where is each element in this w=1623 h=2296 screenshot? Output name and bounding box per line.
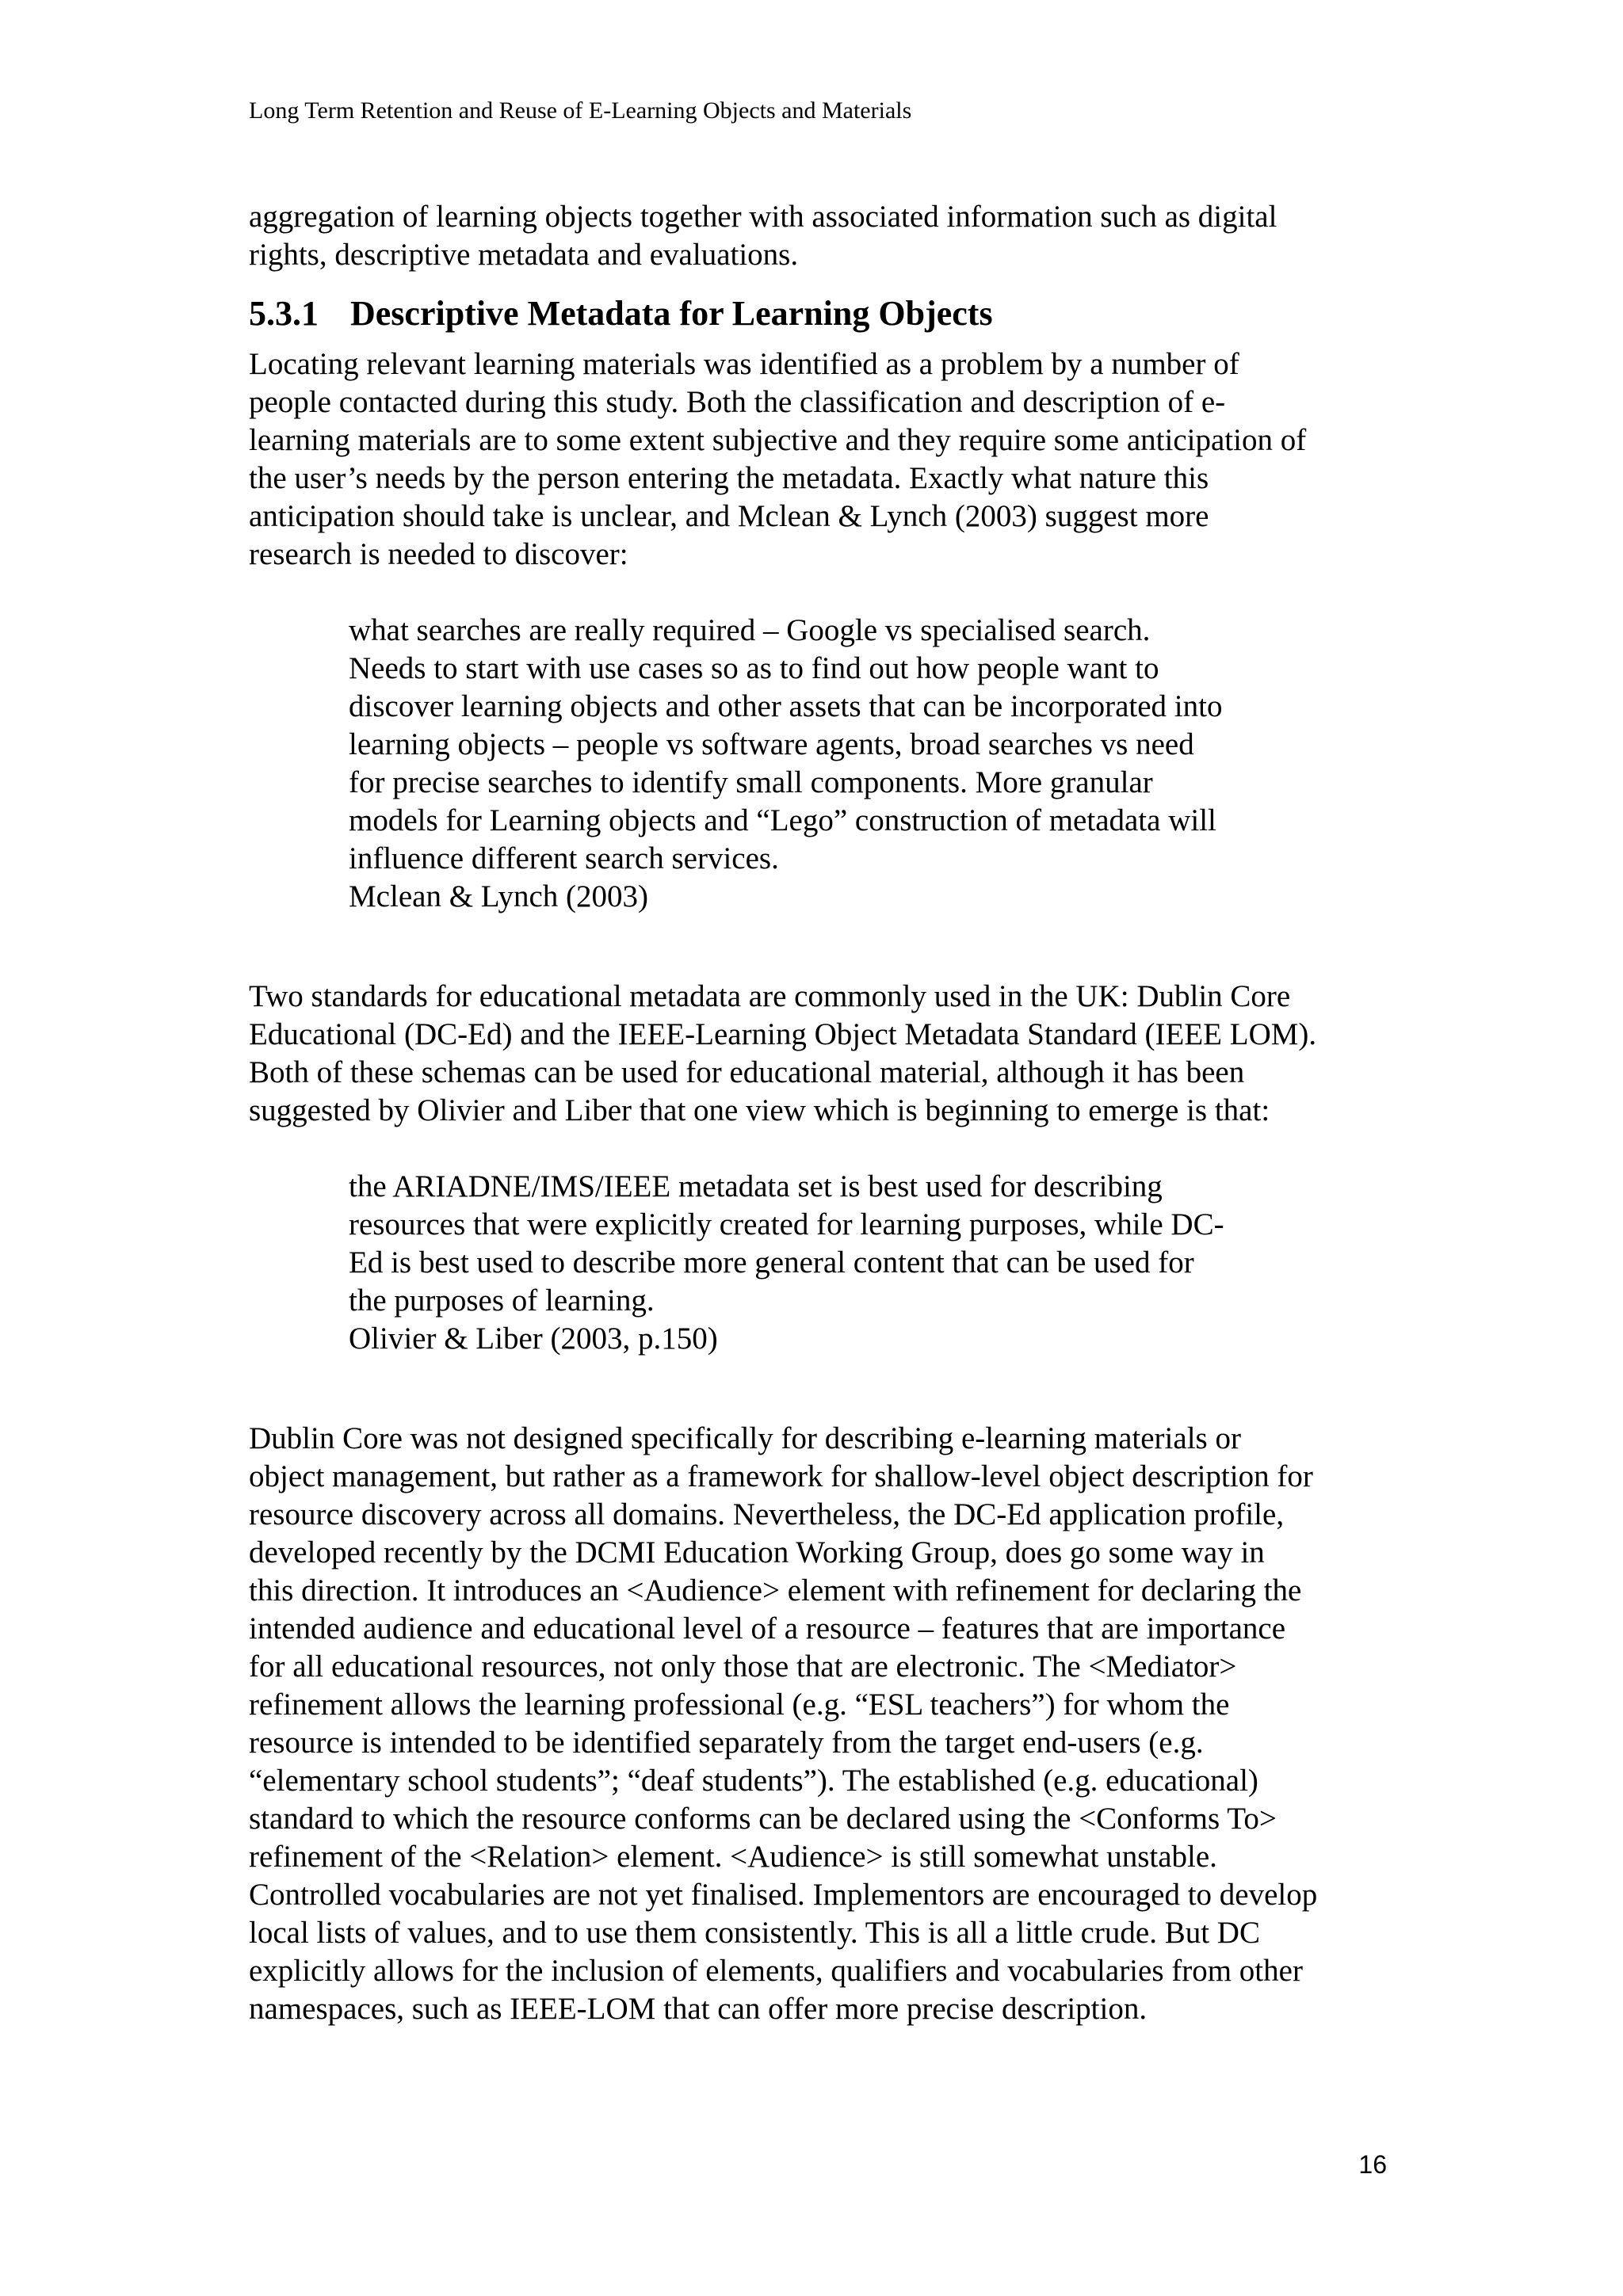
section-heading — [249, 290, 1390, 338]
text-line: aggregation of learning objects together with associated information such as digital — [249, 200, 1277, 234]
text-line: local lists of values, and to use them consistently. This is all a little crude. But DC — [249, 1916, 1260, 1950]
text-line: research is needed to discover: — [249, 537, 628, 571]
section-title: Descriptive Metadata for Learning Objects — [350, 294, 993, 333]
quote-line: Ed is best used to describe more general content that can be used for — [349, 1245, 1194, 1280]
text-line: learning materials are to some extent subjective and they require some anticipation of — [249, 423, 1307, 457]
text-line: developed recently by the DCMI Education Working Group, does go some way in — [249, 1535, 1265, 1569]
text-line: this direction. It introduces an <Audience> element with refinement for declaring the — [249, 1573, 1302, 1608]
text-line: Educational (DC-Ed) and the IEEE-Learning Object Metadata Standard (IEEE LOM). — [249, 1017, 1317, 1051]
quote-line: discover learning objects and other assets that can be incorporated into — [349, 689, 1223, 723]
text-line: standard to which the resource conforms can be declared using the <Conforms To> — [249, 1802, 1277, 1836]
text-line: resource is intended to be identified separately from the target end-users (e.g. — [249, 1726, 1204, 1760]
paragraph-locating-materials — [249, 345, 1390, 574]
spacer — [249, 574, 1390, 612]
paragraph-dublin-core — [249, 1420, 1390, 2028]
text-line: object management, but rather as a framework for shallow-level object description for — [249, 1459, 1313, 1493]
spacer — [249, 954, 1390, 978]
text-line: Two standards for educational metadata are commonly used in the UK: Dublin Core — [249, 979, 1291, 1013]
text-line: intended audience and educational level of a resource – features that are importance — [249, 1611, 1286, 1646]
spacer — [249, 1130, 1390, 1168]
text-line: Controlled vocabularies are not yet finalised. Implementors are encouraged to develop — [249, 1878, 1318, 1912]
text-line: Locating relevant learning materials was identified as a problem by a number of — [249, 347, 1239, 381]
text-line: suggested by Olivier and Liber that one view which is beginning to emerge is that: — [249, 1093, 1270, 1127]
text-line: Both of these schemas can be used for educational material, although it has been — [249, 1055, 1245, 1089]
spacer — [249, 916, 1390, 954]
block-quote-mclean-lynch — [349, 612, 1390, 916]
quote-line: resources that were explicitly created for learning purposes, while DC- — [349, 1207, 1224, 1241]
page-number: 16 — [1358, 2150, 1387, 2179]
quote-line: Needs to start with use cases so as to find out how people want to — [349, 651, 1159, 685]
text-line: for all educational resources, not only those that are electronic. The <Mediator> — [249, 1650, 1237, 1684]
text-line: explicitly allows for the inclusion of elements, qualifiers and vocabularies from other — [249, 1954, 1303, 1988]
spacer — [249, 1396, 1390, 1420]
text-line: refinement allows the learning professional (e.g. “ESL teachers”) for whom the — [249, 1688, 1230, 1722]
text-line: people contacted during this study. Both the classification and description of e- — [249, 385, 1226, 419]
text-line: rights, descriptive metadata and evaluations. — [249, 238, 799, 272]
quote-line: learning objects – people vs software agents, broad searches vs need — [349, 727, 1194, 761]
page-body — [249, 198, 1390, 2028]
spacer — [249, 1358, 1390, 1396]
running-header: Long Term Retention and Reuse of E-Learning Objects and Materials — [249, 97, 912, 124]
quote-line: what searches are really required – Google vs specialised search. — [349, 613, 1151, 647]
section-number: 5.3.1 — [249, 294, 319, 333]
text-line: anticipation should take is unclear, and Mclean & Lynch (2003) suggest more — [249, 499, 1209, 533]
text-line: resource discovery across all domains. Nevertheless, the DC-Ed application profile, — [249, 1497, 1285, 1531]
quote-line: the ARIADNE/IMS/IEEE metadata set is best used for describing — [349, 1169, 1163, 1203]
quote-line: models for Learning objects and “Lego” construction of metadata will — [349, 803, 1216, 837]
block-quote-olivier-liber — [349, 1168, 1390, 1358]
quote-line: influence different search services. — [349, 841, 779, 875]
intro-paragraph — [249, 198, 1390, 274]
text-line: Dublin Core was not designed specifically for describing e-learning materials or — [249, 1421, 1241, 1455]
paragraph-two-standards — [249, 978, 1390, 1130]
quote-citation: Olivier & Liber (2003, p.150) — [349, 1322, 718, 1356]
text-line: the user’s needs by the person entering the metadata. Exactly what nature this — [249, 461, 1209, 495]
quote-line: the purposes of learning. — [349, 1283, 655, 1318]
quote-citation: Mclean & Lynch (2003) — [349, 879, 648, 913]
quote-line: for precise searches to identify small components. More granular — [349, 765, 1153, 799]
text-line: refinement of the <Relation> element. <Audience> is still somewhat unstable. — [249, 1840, 1217, 1874]
text-line: “elementary school students”; “deaf students”). The established (e.g. educational) — [249, 1764, 1258, 1798]
text-line: namespaces, such as IEEE-LOM that can offer more precise description. — [249, 1992, 1148, 2026]
